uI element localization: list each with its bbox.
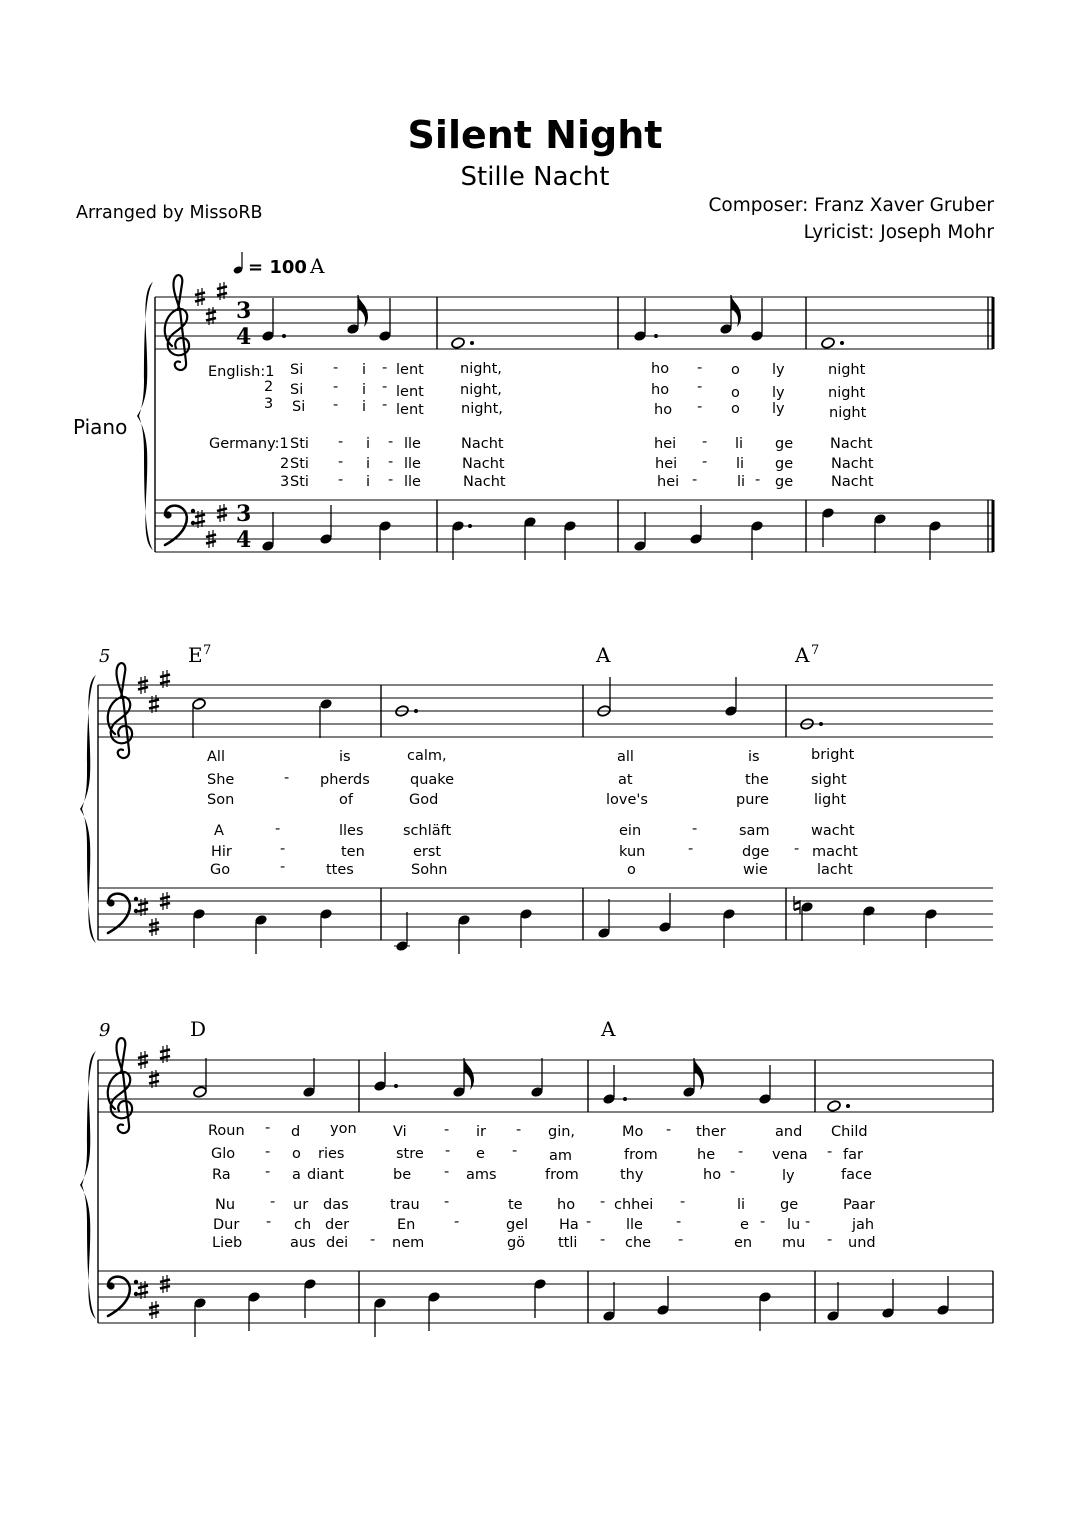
chord-symbol: D: [190, 1017, 207, 1041]
lyric-syllable: li: [735, 436, 744, 452]
lyric-syllable: en: [734, 1235, 753, 1251]
verse-label: Germany:1: [209, 436, 289, 452]
lyric-hyphen: -: [270, 1194, 276, 1210]
chord-symbol: A: [596, 643, 611, 667]
lyric-hyphen: -: [333, 360, 339, 376]
lyric-syllable: dei: [326, 1235, 349, 1251]
verse-label: 2: [280, 456, 290, 472]
lyric-syllable: ch: [294, 1217, 312, 1233]
lyric-syllable: Nacht: [831, 474, 874, 490]
lyric-syllable: Sti: [290, 474, 309, 490]
lyric-syllable: Ra: [212, 1167, 231, 1183]
lyric-syllable: lle: [404, 456, 421, 472]
chord-superscript: 7: [811, 643, 820, 658]
chord-symbol: A: [601, 1017, 616, 1041]
lyric-hyphen: -: [678, 1232, 684, 1248]
lyric-syllable: ten: [341, 844, 365, 860]
lyric-hyphen: -: [692, 472, 698, 488]
lyric-syllable: ho: [654, 402, 673, 418]
lyric-syllable: lle: [404, 436, 421, 452]
lyric-syllable: o: [292, 1146, 301, 1162]
lyric-syllable: chhei: [614, 1197, 654, 1213]
lyric-hyphen: -: [382, 397, 388, 413]
note-head: [821, 337, 836, 350]
lyric-hyphen: -: [444, 1194, 450, 1210]
lyric-syllable: Si: [290, 382, 304, 398]
lyric-syllable: ly: [772, 385, 785, 401]
lyric-syllable: love's: [606, 792, 648, 808]
lyric-syllable: quake: [410, 772, 455, 788]
lyric-hyphen: -: [512, 1143, 518, 1159]
lyric-hyphen: -: [265, 1144, 271, 1160]
lyric-syllable: lent: [396, 384, 424, 400]
lyric-syllable: hei: [657, 474, 680, 490]
lyric-hyphen: -: [284, 770, 290, 786]
lyric-syllable: God: [409, 792, 439, 808]
note-head: [193, 1086, 208, 1099]
lyric-syllable: wie: [743, 862, 768, 878]
lyric-hyphen: -: [265, 1120, 271, 1136]
lyric-syllable: o: [627, 862, 636, 878]
lyric-syllable: and: [775, 1124, 803, 1140]
lyric-syllable: All: [207, 749, 225, 765]
system-2: [80, 643, 993, 954]
lyric-syllable: ly: [772, 362, 785, 378]
lyric-syllable: wacht: [811, 823, 855, 839]
lyric-hyphen: -: [702, 434, 708, 450]
lyric-syllable: ther: [696, 1124, 726, 1140]
lyric-syllable: und: [848, 1235, 876, 1251]
page-subtitle: Stille Nacht: [460, 162, 610, 192]
chord-symbol: A: [795, 643, 810, 667]
system-3: [80, 1017, 993, 1337]
lyric-syllable: bright: [811, 747, 855, 763]
lyric-syllable: ho: [557, 1197, 576, 1213]
lyric-syllable: i: [366, 456, 371, 472]
lyric-hyphen: -: [702, 454, 708, 470]
treble-staff: [98, 663, 993, 758]
treble-staff: [98, 1038, 993, 1133]
lyricist-credit: Lyricist: Joseph Mohr: [803, 222, 994, 243]
lyric-syllable: Nu: [215, 1197, 236, 1213]
note-head: [319, 698, 333, 710]
lyric-syllable: macht: [812, 844, 858, 860]
lyric-syllable: e: [740, 1217, 749, 1233]
lyric-hyphen: -: [586, 1214, 592, 1230]
lyrics-system-2: [207, 747, 858, 878]
lyric-syllable: Nacht: [463, 474, 506, 490]
chord-symbol: E: [188, 643, 203, 667]
lyric-syllable: sight: [811, 772, 847, 788]
lyric-syllable: trau: [390, 1197, 420, 1213]
lyric-syllable: e: [476, 1146, 485, 1162]
lyric-syllable: sam: [739, 823, 770, 839]
lyric-hyphen: -: [388, 434, 394, 450]
measure-number: 9: [99, 1020, 111, 1041]
lyric-syllable: Glo: [211, 1146, 236, 1162]
lyric-syllable: Sti: [290, 436, 309, 452]
note-head: [827, 1100, 842, 1113]
lyric-hyphen: -: [697, 399, 703, 415]
lyric-hyphen: -: [600, 1232, 606, 1248]
lyric-syllable: he: [697, 1147, 716, 1163]
lyrics-system-1: [208, 360, 874, 490]
bass-staff: [155, 500, 993, 560]
lyric-syllable: Si: [290, 362, 304, 378]
lyric-syllable: nem: [392, 1235, 425, 1251]
lyric-syllable: lle: [404, 474, 421, 490]
lyric-syllable: of: [339, 792, 353, 808]
lyric-syllable: Mo: [622, 1124, 644, 1140]
lyric-syllable: a: [292, 1167, 301, 1183]
note-head: [192, 698, 207, 711]
lyric-hyphen: -: [676, 1214, 682, 1230]
brace-icon: [80, 675, 96, 943]
lyric-syllable: mu: [782, 1235, 806, 1251]
lyric-hyphen: -: [444, 1164, 450, 1180]
lyric-syllable: night,: [460, 361, 502, 377]
note-head: [451, 337, 466, 350]
lyric-syllable: gin,: [548, 1124, 576, 1140]
lyric-hyphen: -: [697, 360, 703, 376]
lyric-syllable: gel: [506, 1217, 529, 1233]
lyric-syllable: i: [366, 474, 371, 490]
lyric-syllable: ge: [775, 456, 794, 472]
lyric-syllable: face: [841, 1167, 872, 1183]
lyric-hyphen: -: [280, 841, 286, 857]
lyric-hyphen: -: [692, 821, 698, 837]
lyric-syllable: Nacht: [830, 436, 873, 452]
lyric-syllable: is: [748, 749, 760, 765]
lyric-syllable: ries: [318, 1146, 345, 1162]
lyric-hyphen: -: [805, 1214, 811, 1230]
lyric-syllable: A: [214, 823, 224, 839]
lyric-syllable: hei: [655, 456, 678, 472]
lyric-syllable: lle: [626, 1217, 643, 1233]
lyric-hyphen: -: [680, 1194, 686, 1210]
verse-label: English:1: [208, 364, 275, 380]
lyric-syllable: is: [339, 749, 351, 765]
lyric-syllable: hei: [654, 436, 677, 452]
lyric-syllable: li: [737, 474, 746, 490]
lyric-syllable: aus: [290, 1235, 316, 1251]
system-1: [137, 254, 993, 560]
lyric-syllable: lles: [339, 823, 364, 839]
lyric-syllable: ge: [775, 436, 794, 452]
lyric-syllable: night,: [460, 382, 502, 398]
lyric-syllable: der: [325, 1217, 350, 1233]
lyric-syllable: thy: [620, 1167, 644, 1183]
lyric-syllable: ams: [466, 1167, 497, 1183]
lyric-hyphen: -: [755, 472, 761, 488]
lyric-syllable: Son: [207, 792, 235, 808]
lyric-syllable: Lieb: [212, 1235, 243, 1251]
lyric-syllable: be: [393, 1167, 412, 1183]
lyric-syllable: night,: [461, 401, 503, 417]
lyric-syllable: ein: [619, 823, 642, 839]
time-signature-top: 3: [236, 298, 252, 324]
lyrics-system-3: [208, 1120, 876, 1251]
lyric-syllable: i: [362, 382, 367, 398]
lyric-hyphen: -: [338, 434, 344, 450]
bass-staff: [98, 1271, 993, 1337]
lyric-syllable: lacht: [817, 862, 853, 878]
lyric-syllable: gö: [507, 1235, 526, 1251]
lyric-syllable: lent: [396, 362, 424, 378]
lyric-hyphen: -: [738, 1144, 744, 1160]
lyric-hyphen: -: [794, 841, 800, 857]
lyric-syllable: che: [625, 1235, 652, 1251]
lyric-syllable: ttes: [326, 862, 354, 878]
lyric-syllable: ttli: [558, 1235, 578, 1251]
bass-staff: [98, 888, 993, 954]
lyric-syllable: am: [549, 1148, 573, 1164]
lyric-syllable: diant: [307, 1167, 344, 1183]
lyric-hyphen: -: [454, 1214, 460, 1230]
lyric-syllable: kun: [619, 844, 646, 860]
lyric-syllable: pherds: [320, 772, 370, 788]
lyric-hyphen: -: [382, 379, 388, 395]
lyric-syllable: ir: [476, 1124, 486, 1140]
lyric-syllable: Dur: [213, 1217, 240, 1233]
lyric-syllable: Nacht: [461, 436, 504, 452]
lyric-syllable: i: [362, 362, 367, 378]
composer-credit: Composer: Franz Xaver Gruber: [708, 195, 994, 216]
lyric-syllable: pure: [736, 792, 769, 808]
lyric-syllable: lent: [396, 402, 424, 418]
lyric-syllable: i: [362, 399, 367, 415]
lyric-hyphen: -: [730, 1164, 736, 1180]
lyric-syllable: Ha: [559, 1217, 579, 1233]
lyric-syllable: ge: [775, 474, 794, 490]
arranger-credit: Arranged by MissoRB: [76, 203, 263, 223]
lyric-syllable: Nacht: [831, 456, 874, 472]
lyric-syllable: yon: [330, 1121, 357, 1137]
tempo-marking: [233, 252, 307, 278]
lyric-syllable: light: [814, 792, 847, 808]
lyric-syllable: the: [745, 772, 769, 788]
lyric-syllable: night: [828, 385, 866, 401]
verse-label: 3: [280, 474, 290, 490]
lyric-hyphen: -: [697, 379, 703, 395]
lyric-syllable: o: [731, 401, 740, 417]
lyric-hyphen: -: [688, 841, 694, 857]
lyric-syllable: from: [624, 1147, 658, 1163]
lyric-syllable: i: [366, 436, 371, 452]
time-signature-bottom: 4: [236, 527, 252, 553]
lyric-hyphen: -: [827, 1232, 833, 1248]
lyric-syllable: stre: [396, 1146, 424, 1162]
lyric-syllable: li: [736, 456, 745, 472]
lyric-hyphen: -: [265, 1164, 271, 1180]
lyric-syllable: night: [828, 362, 866, 378]
page-title: Silent Night: [407, 113, 663, 157]
lyric-hyphen: -: [827, 1144, 833, 1160]
lyric-syllable: erst: [413, 844, 442, 860]
lyric-syllable: She: [207, 772, 235, 788]
quarter-note-icon: [233, 252, 244, 275]
lyric-syllable: from: [545, 1167, 579, 1183]
lyric-syllable: Vi: [393, 1124, 407, 1140]
lyric-hyphen: -: [600, 1194, 606, 1210]
time-signature-bottom: 4: [236, 324, 252, 350]
lyric-syllable: ho: [651, 361, 670, 377]
lyric-hyphen: -: [388, 472, 394, 488]
chord-superscript: 7: [203, 643, 212, 658]
verse-label: 3: [264, 396, 274, 412]
lyric-hyphen: -: [444, 1122, 450, 1138]
natural-icon: [794, 896, 800, 914]
lyric-syllable: vena: [772, 1147, 808, 1163]
lyric-syllable: schläft: [403, 823, 452, 839]
lyric-syllable: ho: [703, 1167, 722, 1183]
tempo-value: = 100: [248, 257, 307, 278]
lyric-syllable: d: [291, 1124, 301, 1140]
lyric-syllable: ly: [782, 1168, 795, 1184]
lyric-syllable: calm,: [407, 748, 447, 764]
verse-label: 2: [264, 379, 274, 395]
lyric-syllable: Roun: [208, 1123, 245, 1139]
lyric-syllable: Child: [831, 1124, 868, 1140]
lyric-syllable: das: [323, 1197, 349, 1213]
lyric-syllable: jah: [852, 1217, 875, 1233]
lyric-syllable: Hir: [211, 844, 232, 860]
lyric-hyphen: -: [370, 1232, 376, 1248]
lyric-syllable: Si: [292, 399, 306, 415]
lyric-syllable: Nacht: [462, 456, 505, 472]
lyric-syllable: te: [508, 1197, 523, 1213]
lyric-syllable: at: [618, 772, 633, 788]
brace-icon: [137, 282, 153, 550]
brace-icon: [80, 1051, 96, 1319]
lyric-syllable: all: [617, 749, 634, 765]
time-signature-top: 3: [236, 501, 252, 527]
lyric-syllable: En: [397, 1217, 416, 1233]
lyric-syllable: ho: [651, 382, 670, 398]
lyric-syllable: far: [843, 1147, 863, 1163]
lyric-hyphen: -: [516, 1122, 522, 1138]
lyric-syllable: night: [829, 405, 867, 421]
lyric-hyphen: -: [760, 1214, 766, 1230]
lyric-syllable: lu: [787, 1217, 801, 1233]
lyric-hyphen: -: [338, 472, 344, 488]
instrument-label: Piano: [73, 415, 128, 439]
lyric-hyphen: -: [445, 1143, 451, 1159]
lyric-hyphen: -: [382, 360, 388, 376]
lyric-syllable: ge: [780, 1197, 799, 1213]
lyric-syllable: Go: [210, 862, 231, 878]
lyric-hyphen: -: [666, 1122, 672, 1138]
lyric-syllable: ly: [772, 401, 785, 417]
chord-symbol: A: [310, 254, 325, 278]
lyric-syllable: Sti: [290, 456, 309, 472]
lyric-syllable: Sohn: [411, 862, 448, 878]
lyric-hyphen: -: [266, 1214, 272, 1230]
lyric-syllable: o: [731, 362, 740, 378]
lyric-hyphen: -: [388, 454, 394, 470]
lyric-hyphen: -: [333, 379, 339, 395]
lyric-syllable: dge: [742, 844, 770, 860]
lyric-syllable: li: [737, 1197, 746, 1213]
lyric-hyphen: -: [333, 397, 339, 413]
lyric-hyphen: -: [280, 859, 286, 875]
measure-number: 5: [99, 646, 111, 667]
lyric-syllable: ur: [293, 1197, 309, 1213]
treble-staff: [155, 275, 993, 370]
lyric-hyphen: -: [275, 821, 281, 837]
lyric-hyphen: -: [338, 454, 344, 470]
lyric-syllable: o: [731, 385, 740, 401]
lyric-syllable: Paar: [843, 1197, 875, 1213]
